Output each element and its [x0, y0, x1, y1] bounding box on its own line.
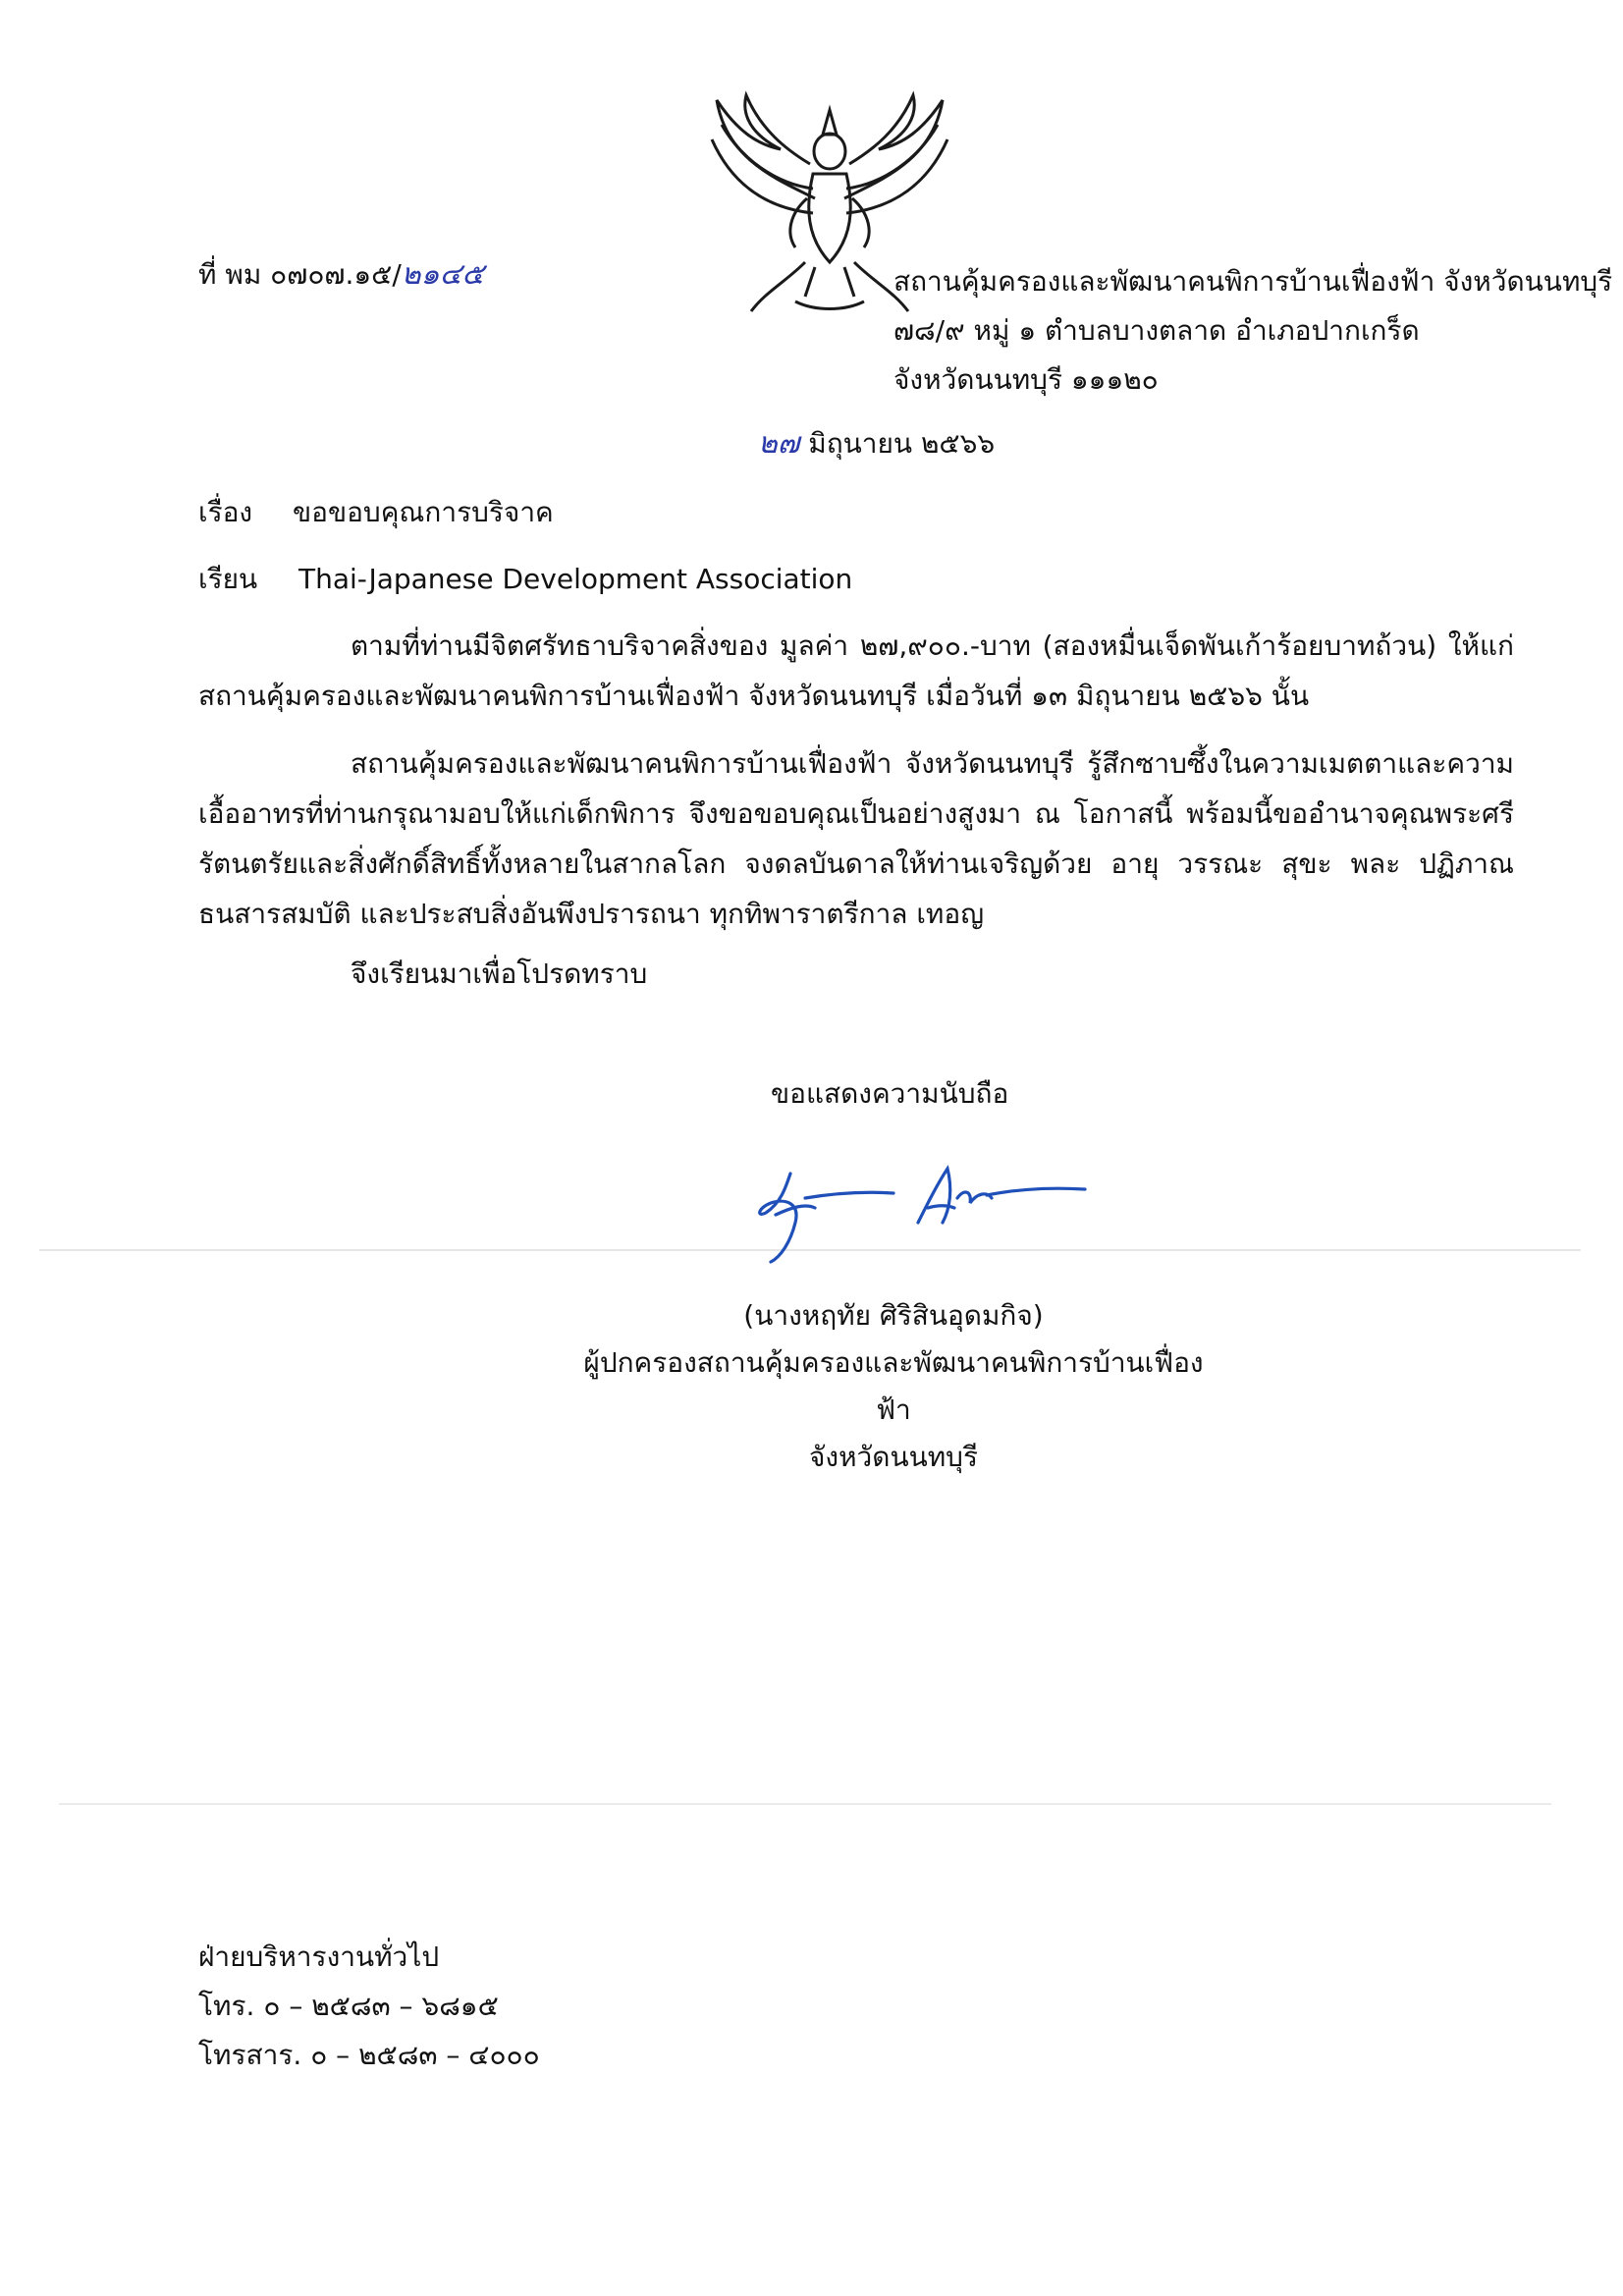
- footer-fax: โทรสาร. ๐ – ๒๕๘๓ – ๔๐๐๐: [198, 2039, 540, 2071]
- organization-name: สถานคุ้มครองและพัฒนาคนพิการบ้านเฟื่องฟ้า จังหวัดนนทบุรี: [893, 265, 1613, 298]
- address-line-2: จังหวัดนนทบุรี ๑๑๑๒๐: [893, 363, 1159, 396]
- recipient-line: [198, 562, 852, 597]
- recipient-label: เรียน: [198, 563, 258, 595]
- body-paragraph-3: [351, 957, 647, 992]
- signature: [746, 1154, 1100, 1282]
- closing-salutation: ขอแสดงความนับถือ: [771, 1077, 1009, 1110]
- body-paragraph-1-text: ตามที่ท่านมีจิตศรัทธาบริจาคสิ่งของ มูลค่า ๒๗,๙๐๐.-บาท (สองหมื่นเจ็ดพันเก้าร้อยบาทถ้วน) ให้แก่สถานคุ้มครองและพัฒนาคนพิการบ้านเฟื่องฟ้า จังหวัดนนทบุรี เมื่อวันที่ ๑๓ มิถุนายน ๒๕๖๖ นั้น: [198, 629, 1514, 712]
- reference-number: [198, 255, 484, 294]
- signer-name: (นางหฤทัย ศิริสินอุดมกิจ): [743, 1299, 1044, 1332]
- subject-value: ขอขอบคุณการบริจาค: [293, 496, 554, 528]
- signer-block: [569, 1292, 1217, 1481]
- body-paragraph-3-text: จึงเรียนมาเพื่อโปรดทราบ: [351, 957, 648, 990]
- footer-department: ฝ่ายบริหารงานทั่วไป: [198, 1941, 440, 1973]
- organization-address: [893, 257, 1612, 405]
- signature-icon: [746, 1154, 1100, 1282]
- body-paragraph-1: [198, 621, 1514, 721]
- signer-title-2: จังหวัดนนทบุรี: [809, 1441, 978, 1473]
- address-line-1: ๗๘/๙ หมู่ ๑ ตำบลบางตลาด อำเภอปากเกร็ด: [893, 314, 1420, 347]
- footer-contact: [198, 1933, 540, 2080]
- recipient-value: Thai-Japanese Development Association: [298, 563, 853, 595]
- scan-artifact-line: [59, 1803, 1551, 1805]
- subject-label: เรื่อง: [198, 496, 253, 528]
- body-paragraph-2: [198, 738, 1514, 939]
- signer-title-1: ผู้ปกครองสถานคุ้มครองและพัฒนาคนพิการบ้านเฟื่องฟ้า: [583, 1346, 1204, 1426]
- date-month-year: มิถุนายน ๒๕๖๖: [808, 427, 996, 460]
- footer-phone: โทร. ๐ – ๒๕๘๓ – ๖๘๑๕: [198, 1990, 499, 2022]
- subject-line: [198, 495, 554, 530]
- reference-prefix: ที่ พม ๐๗๐๗.๑๕/: [198, 258, 402, 291]
- letter-date: [758, 424, 995, 463]
- body-paragraph-2-text: สถานคุ้มครองและพัฒนาคนพิการบ้านเฟื่องฟ้า จังหวัดนนทบุรี รู้สึกซาบซึ้งในความเมตตาและความเอื้ออาทรที่ท่านกรุณามอบให้แก่เด็กพิการ จึงขอขอบคุณเป็นอย่างสูงมา ณ โอกาสนี้ พร้อมนี้ขออำนาจคุณพระศรีรัตนตรัยและสิ่งศักดิ์สิทธิ์ทั้งหลายในสากลโลก จงดลบันดาลให้ท่านเจริญด้วย อายุ วรรณะ สุขะ พละ ปฏิภาณ ธนสารสมบัติ และประสบสิ่งอันพึงปรารถนา ทุกทิพาราตรีกาล เทอญ: [198, 747, 1514, 930]
- date-day-handwritten: ๒๗: [758, 426, 800, 461]
- reference-number-handwritten: ๒๑๔๕: [401, 257, 484, 292]
